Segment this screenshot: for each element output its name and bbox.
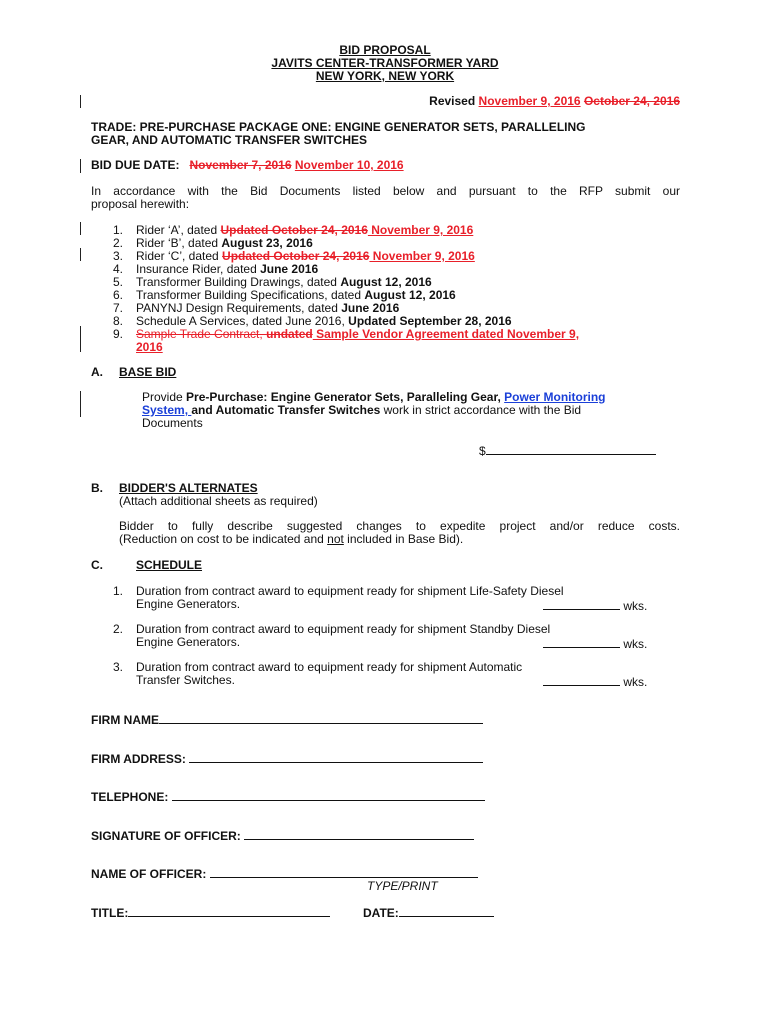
section-a-title: BASE BID [119,365,177,379]
base-bid-bold: Pre-Purchase: Engine Generator Sets, Paralleling Gear, [186,390,505,404]
weeks-unit: wks. [623,599,648,613]
list-text: Schedule A Services, dated June 2016, [136,314,349,328]
weeks-line[interactable] [543,674,620,686]
amount-line[interactable] [486,443,656,455]
firm-name-label: FIRM NAME [91,713,159,727]
text: (Reduction on cost to be indicated and [119,532,328,546]
revised-old-date: October 24, 2016 [583,94,680,108]
list-number: 7. [113,301,124,315]
date-line[interactable] [399,905,494,917]
list-text: Rider ‘B’, dated [136,236,222,250]
firm-address-line[interactable] [189,751,483,763]
list-text: Rider ‘A’, dated [136,223,221,237]
inserted-text: Sample Vendor Agreement dated November 9, [312,327,580,341]
signature-label: SIGNATURE OF OFFICER: [91,829,245,843]
change-bar [80,326,81,352]
deleted-text: undated [266,327,313,341]
section-b-title: BIDDER'S ALTERNATES [119,481,258,495]
header-title: BID PROPOSAL [339,43,431,57]
list-date: August 12, 2016 [340,275,432,289]
trade-line-2: GEAR, AND AUTOMATIC TRANSFER SWITCHES [91,133,367,147]
weeks-field[interactable] [543,598,647,613]
list-date: August 12, 2016 [364,288,456,302]
inserted-link-text: System, [142,403,192,417]
list-number: 3. [113,249,124,263]
intro-line-2: proposal herewith: [91,197,190,211]
list-text: Rider ‘C’, dated [136,249,223,263]
deleted-text: Updated October 24, 2016 [222,249,370,263]
title-label: TITLE: [91,906,129,920]
telephone-field[interactable] [91,789,485,804]
section-b-note: (Attach additional sheets as required) [119,494,318,508]
list-text: Transformer Building Specifications, dated [136,288,365,302]
section-a-letter: A. [91,365,103,379]
inserted-text: November 9, 2016 [367,223,474,237]
intro-line-1: In accordance with the Bid Documents listed below and pursuant to the RFP submit our [91,184,680,198]
base-bid-paragraph-line-3: Documents [142,416,203,430]
section-c-letter: C. [91,558,103,572]
due-label: BID DUE DATE: [91,158,180,172]
firm-address-field[interactable] [91,751,483,766]
revised-line [429,95,680,108]
list-text: Transformer Building Drawings, dated [136,275,341,289]
section-c-title: SCHEDULE [136,558,203,572]
officer-name-line[interactable] [210,866,478,878]
list-number: 4. [113,262,124,276]
dollar-sign: $ [479,444,486,458]
weeks-unit: wks. [623,675,648,689]
header-project: JAVITS CENTER-TRANSFORMER YARD [271,56,499,70]
base-bid-bold: and Automatic Transfer Switches [191,403,381,417]
inserted-text: November 9, 2016 [369,249,475,263]
list-number: 2. [113,236,124,250]
list-date: June 2016 [341,301,400,315]
schedule-number: 3. [113,660,124,674]
inserted-link-text: Power Monitoring [504,390,606,404]
text: included in Base Bid). [343,532,464,546]
list-number: 6. [113,288,124,302]
schedule-text: Transfer Switches. [136,673,235,687]
weeks-line[interactable] [543,636,620,648]
change-bar [80,159,81,173]
base-bid-paragraph-line-2 [142,404,581,417]
base-bid-text: work in strict accordance with the Bid [380,403,582,417]
list-text: PANYNJ Design Requirements, dated [136,301,342,315]
firm-name-field[interactable] [91,712,483,727]
schedule-number: 2. [113,622,124,636]
signature-line[interactable] [244,828,474,840]
revised-new-date: November 9, 2016 [478,94,581,108]
date-label: DATE: [363,906,399,920]
list-date: August 23, 2016 [221,236,313,250]
base-bid-text: Provide [142,390,187,404]
schedule-text: Duration from contract award to equipment ready for shipment Standby Diesel [136,622,551,636]
signature-field[interactable] [91,828,474,843]
change-bar [80,248,81,261]
section-b-letter: B. [91,481,103,495]
officer-name-label: NAME OF OFFICER: [91,867,210,881]
deleted-text: Updated October 24, 2016 [220,223,368,237]
schedule-number: 1. [113,584,124,598]
date-field[interactable] [363,905,494,920]
list-number: 9. [113,327,124,341]
due-new-date: November 10, 2016 [294,158,404,172]
weeks-line[interactable] [543,598,620,610]
list-number: 1. [113,223,124,237]
revised-label: Revised [429,94,476,108]
deleted-text: Sample Trade Contract, [136,327,267,341]
firm-address-label: FIRM ADDRESS: [91,752,190,766]
list-date: June 2016 [260,262,319,276]
list-text: Insurance Rider, dated [136,262,261,276]
list-number: 8. [113,314,124,328]
title-field[interactable] [91,905,330,920]
schedule-text: Engine Generators. [136,635,241,649]
weeks-field[interactable] [543,636,647,651]
bid-due-date [91,159,404,172]
telephone-label: TELEPHONE: [91,790,172,804]
section-b-paragraph-2 [119,533,463,546]
weeks-unit: wks. [623,637,648,651]
telephone-line[interactable] [172,789,485,801]
title-line[interactable] [128,905,330,917]
list-date: Updated September 28, 2016 [348,314,512,328]
change-bar [80,222,81,235]
base-bid-amount-field[interactable] [479,443,656,458]
change-bar [80,95,81,108]
header-location: NEW YORK, NEW YORK [315,69,455,83]
section-b-paragraph: Bidder to fully describe suggested changes to expedite project and/or reduce costs. [119,519,680,533]
schedule-text: Engine Generators. [136,597,241,611]
weeks-field[interactable] [543,674,647,689]
schedule-text: Duration from contract award to equipment ready for shipment Automatic [136,660,523,674]
firm-name-line[interactable] [159,712,483,724]
trade-line-1: TRADE: PRE-PURCHASE PACKAGE ONE: ENGINE GENERATOR SETS, PARALLELING [91,120,586,134]
change-bar [80,391,81,417]
emphasis: not [327,532,344,546]
inserted-text: 2016 [136,340,163,354]
list-item [113,328,579,341]
schedule-text: Duration from contract award to equipment ready for shipment Life-Safety Diesel [136,584,564,598]
type-print-caption: TYPE/PRINT [367,879,438,893]
list-number: 5. [113,275,124,289]
due-old-date: November 7, 2016 [189,158,292,172]
